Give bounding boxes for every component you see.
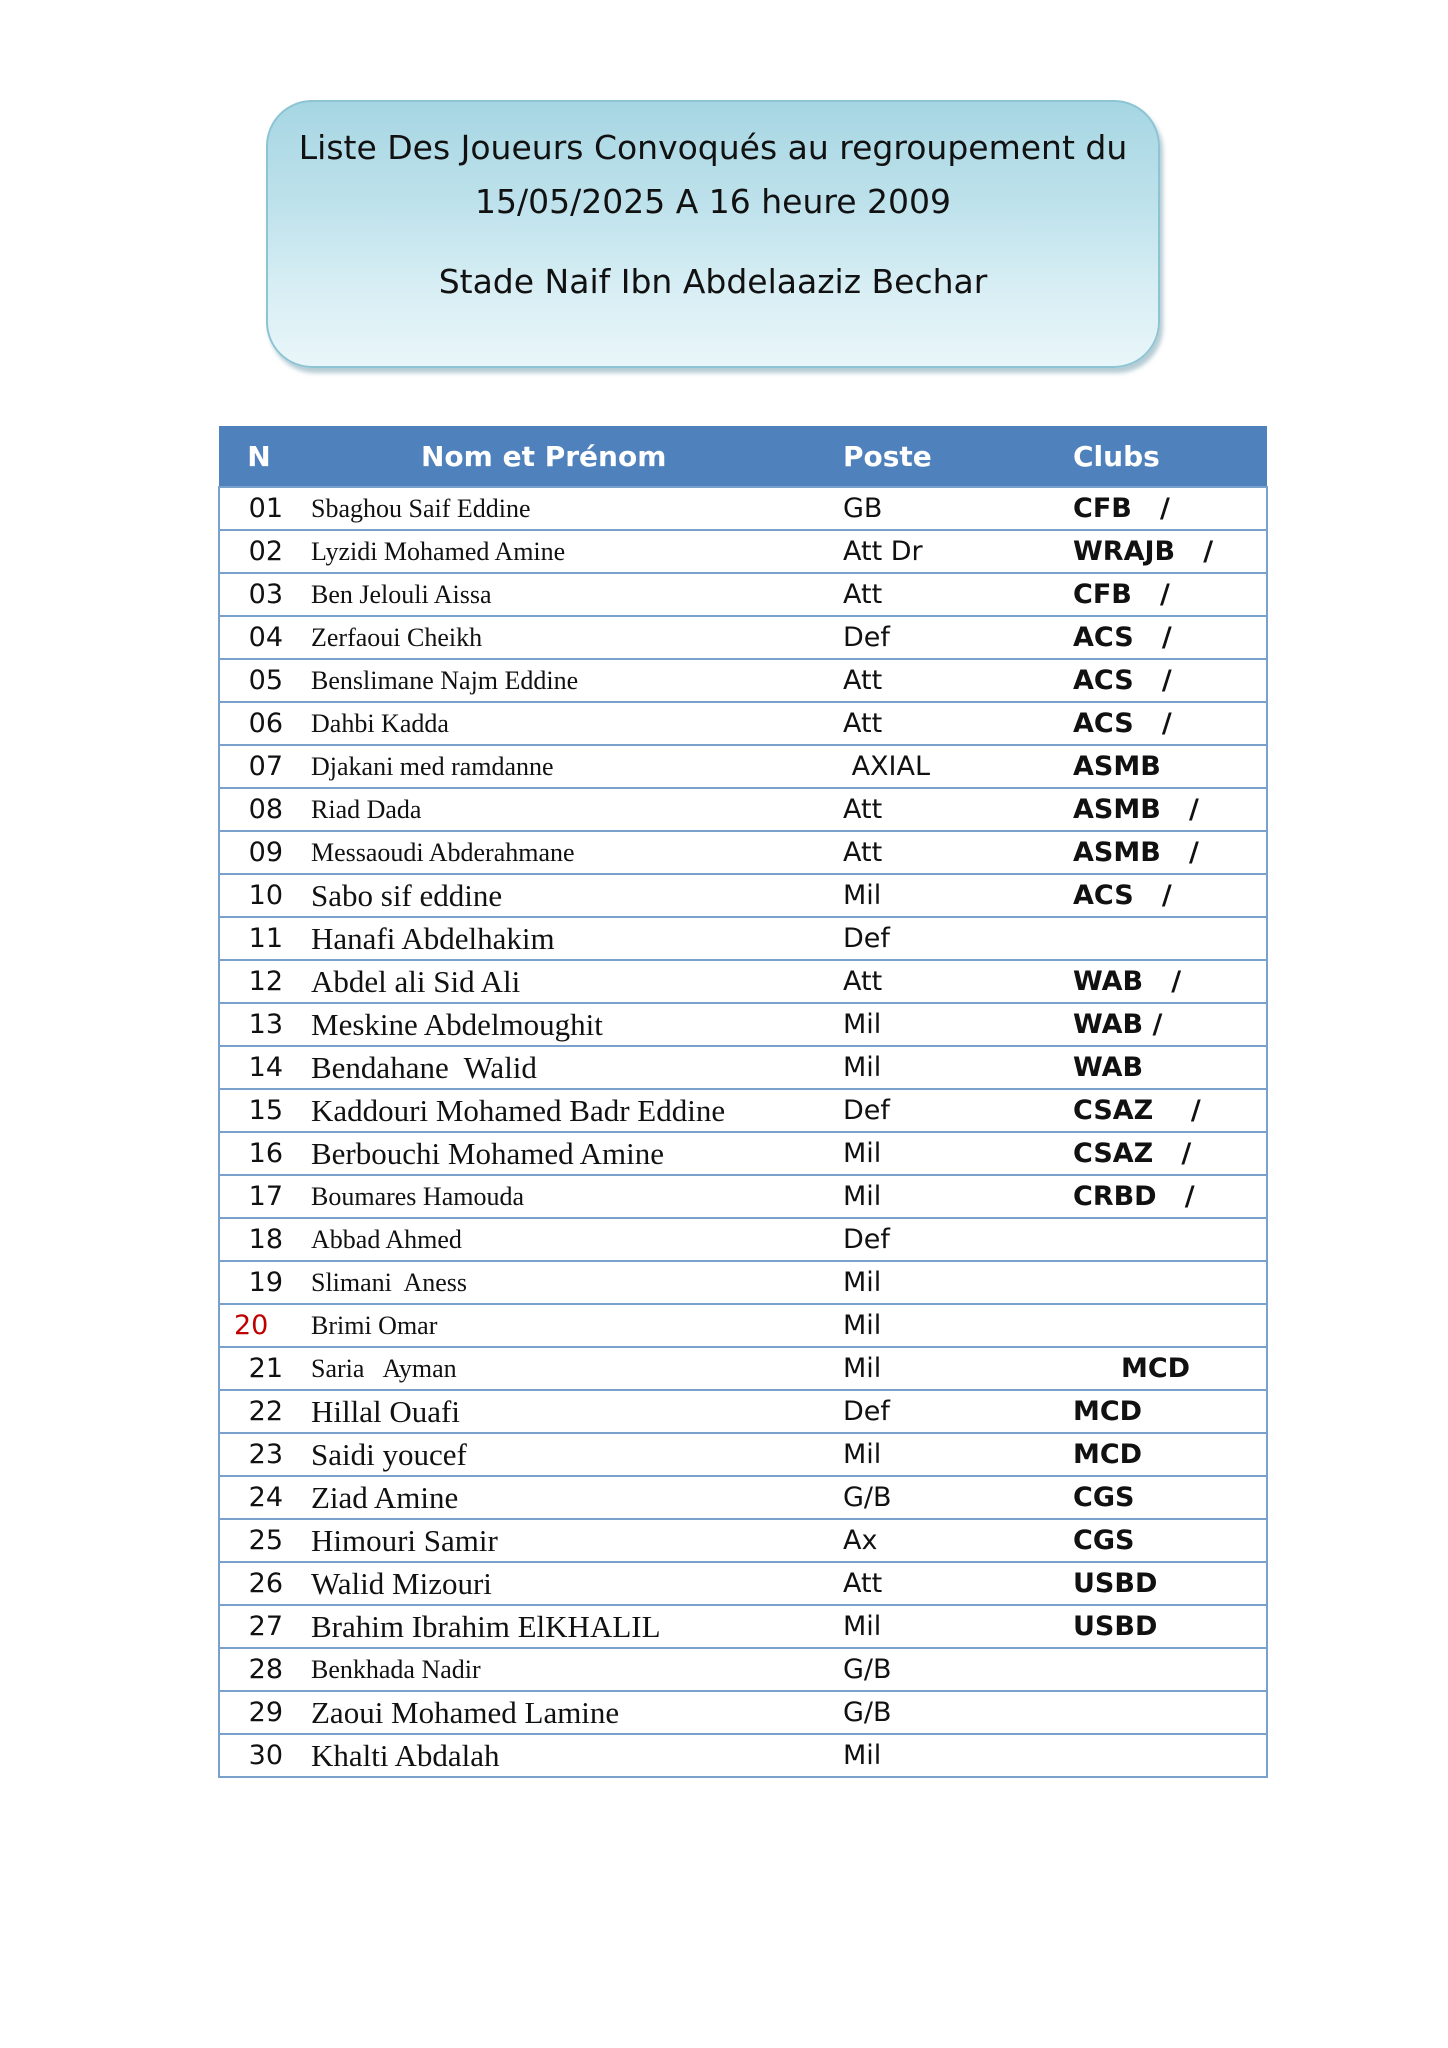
table-row [219, 702, 1267, 745]
player-club: USBD [1071, 1605, 1267, 1648]
player-name: Saria Ayman [309, 1347, 841, 1390]
player-club: MCD [1071, 1390, 1267, 1433]
player-name: Benkhada Nadir [309, 1648, 841, 1691]
player-position: Mil [841, 874, 1071, 917]
player-name: Walid Mizouri [309, 1562, 841, 1605]
row-number: 27 [219, 1605, 309, 1648]
row-number: 10 [219, 874, 309, 917]
row-number: 11 [219, 917, 309, 960]
table-row [219, 1175, 1267, 1218]
player-name: Meskine Abdelmoughit [309, 1003, 841, 1046]
player-position: Mil [841, 1433, 1071, 1476]
player-position: Mil [841, 1132, 1071, 1175]
player-position: Att [841, 831, 1071, 874]
player-position: Att [841, 573, 1071, 616]
table-row [219, 1648, 1267, 1691]
table-row [219, 788, 1267, 831]
player-name: Boumares Hamouda [309, 1175, 841, 1218]
player-name: Djakani med ramdanne [309, 745, 841, 788]
title-line-2: 15/05/2025 A 16 heure 2009 [475, 182, 951, 221]
table-row [219, 1562, 1267, 1605]
table-body [219, 487, 1267, 1777]
table-row [219, 1089, 1267, 1132]
row-number: 30 [219, 1734, 309, 1777]
player-name: Hillal Ouafi [309, 1390, 841, 1433]
player-club: ACS / [1071, 659, 1267, 702]
player-position: Ax [841, 1519, 1071, 1562]
row-number: 13 [219, 1003, 309, 1046]
player-position: Mil [841, 1734, 1071, 1777]
player-position: Def [841, 1089, 1071, 1132]
table-row [219, 917, 1267, 960]
player-club: ACS / [1071, 874, 1267, 917]
row-number: 02 [219, 530, 309, 573]
player-club: USBD [1071, 1562, 1267, 1605]
venue-line: Stade Naif Ibn Abdelaaziz Bechar [438, 262, 988, 301]
row-number: 17 [219, 1175, 309, 1218]
row-number: 28 [219, 1648, 309, 1691]
player-name: Berbouchi Mohamed Amine [309, 1132, 841, 1175]
player-club: WAB / [1071, 1003, 1267, 1046]
table-row [219, 1691, 1267, 1734]
row-number: 24 [219, 1476, 309, 1519]
player-name: Abdel ali Sid Ali [309, 960, 841, 1003]
player-name: Lyzidi Mohamed Amine [309, 530, 841, 573]
row-number: 14 [219, 1046, 309, 1089]
player-position: Att [841, 1562, 1071, 1605]
table-row [219, 745, 1267, 788]
table-row [219, 1046, 1267, 1089]
player-position: G/B [841, 1648, 1071, 1691]
header-club: Clubs [1071, 426, 1267, 487]
player-position: Att [841, 659, 1071, 702]
player-position: Mil [841, 1304, 1071, 1347]
player-name: Sabo sif eddine [309, 874, 841, 917]
table-row [219, 487, 1267, 530]
table-row [219, 831, 1267, 874]
player-position: Mil [841, 1605, 1071, 1648]
player-position: Mil [841, 1175, 1071, 1218]
player-position: AXIAL [841, 745, 1071, 788]
row-number: 15 [219, 1089, 309, 1132]
player-club: CFB / [1071, 573, 1267, 616]
table-row [219, 960, 1267, 1003]
table-row [219, 573, 1267, 616]
header-number: N [219, 426, 309, 487]
row-number: 06 [219, 702, 309, 745]
table-row [219, 1304, 1267, 1347]
row-number: 12 [219, 960, 309, 1003]
player-club [1071, 1648, 1267, 1691]
player-club: CFB / [1071, 487, 1267, 530]
player-position: Att [841, 788, 1071, 831]
player-table [218, 426, 1268, 1778]
player-position: GB [841, 487, 1071, 530]
player-position: Def [841, 917, 1071, 960]
player-club: CSAZ / [1071, 1089, 1267, 1132]
player-position: Att [841, 702, 1071, 745]
table-row [219, 1003, 1267, 1046]
player-name: Zaoui Mohamed Lamine [309, 1691, 841, 1734]
player-club [1071, 1218, 1267, 1261]
player-club [1071, 1691, 1267, 1734]
table-row [219, 1734, 1267, 1777]
table-row [219, 1519, 1267, 1562]
player-club: ASMB / [1071, 788, 1267, 831]
player-club: WRAJB / [1071, 530, 1267, 573]
row-number: 01 [219, 487, 309, 530]
table-row [219, 1218, 1267, 1261]
player-name: Saidi youcef [309, 1433, 841, 1476]
player-position: Att Dr [841, 530, 1071, 573]
row-number: 04 [219, 616, 309, 659]
player-name: Riad Dada [309, 788, 841, 831]
table-row [219, 616, 1267, 659]
header-position: Poste [841, 426, 1071, 487]
table-row [219, 1347, 1267, 1390]
table-row [219, 1605, 1267, 1648]
row-number: 19 [219, 1261, 309, 1304]
player-club: ASMB / [1071, 831, 1267, 874]
table-row [219, 1433, 1267, 1476]
row-number: 18 [219, 1218, 309, 1261]
player-position: Def [841, 616, 1071, 659]
table-row [219, 530, 1267, 573]
table-row [219, 1261, 1267, 1304]
player-club: CGS [1071, 1519, 1267, 1562]
row-number: 21 [219, 1347, 309, 1390]
row-number: 22 [219, 1390, 309, 1433]
player-position: Att [841, 960, 1071, 1003]
player-club: CRBD / [1071, 1175, 1267, 1218]
player-club: WAB / [1071, 960, 1267, 1003]
row-number: 03 [219, 573, 309, 616]
table-header-row [219, 426, 1267, 487]
row-number: 08 [219, 788, 309, 831]
player-name: Zerfaoui Cheikh [309, 616, 841, 659]
player-name: Dahbi Kadda [309, 702, 841, 745]
player-position: G/B [841, 1476, 1071, 1519]
player-name: Hanafi Abdelhakim [309, 917, 841, 960]
player-club [1071, 1261, 1267, 1304]
player-name: Brahim Ibrahim ElKHALIL [309, 1605, 841, 1648]
player-name: Khalti Abdalah [309, 1734, 841, 1777]
row-number: 25 [219, 1519, 309, 1562]
player-name: Slimani Aness [309, 1261, 841, 1304]
player-name: Bendahane Walid [309, 1046, 841, 1089]
player-position: Mil [841, 1261, 1071, 1304]
player-name: Kaddouri Mohamed Badr Eddine [309, 1089, 841, 1132]
table-row [219, 1476, 1267, 1519]
player-name: Himouri Samir [309, 1519, 841, 1562]
row-number: 23 [219, 1433, 309, 1476]
player-name: Benslimane Najm Eddine [309, 659, 841, 702]
table-row [219, 659, 1267, 702]
player-club: CSAZ / [1071, 1132, 1267, 1175]
player-name: Sbaghou Saif Eddine [309, 487, 841, 530]
player-position: G/B [841, 1691, 1071, 1734]
player-club [1071, 1734, 1267, 1777]
player-position: Mil [841, 1046, 1071, 1089]
row-number: 26 [219, 1562, 309, 1605]
table-row [219, 1132, 1267, 1175]
row-number: 20 [219, 1304, 309, 1347]
player-club: ACS / [1071, 702, 1267, 745]
row-number: 16 [219, 1132, 309, 1175]
player-club: ACS / [1071, 616, 1267, 659]
player-position: Mil [841, 1003, 1071, 1046]
title-line-1: Liste Des Joueurs Convoqués au regroupement du [298, 128, 1128, 167]
row-number: 09 [219, 831, 309, 874]
title-banner [266, 100, 1160, 368]
player-name: Ben Jelouli Aissa [309, 573, 841, 616]
table-row [219, 1390, 1267, 1433]
row-number: 29 [219, 1691, 309, 1734]
header-name: Nom et Prénom [309, 426, 841, 487]
player-name: Messaoudi Abderahmane [309, 831, 841, 874]
player-club [1071, 917, 1267, 960]
player-position: Mil [841, 1347, 1071, 1390]
player-club [1071, 1304, 1267, 1347]
row-number: 05 [219, 659, 309, 702]
player-club: MCD [1071, 1347, 1267, 1390]
player-club: MCD [1071, 1433, 1267, 1476]
player-club: CGS [1071, 1476, 1267, 1519]
player-position: Def [841, 1390, 1071, 1433]
row-number: 07 [219, 745, 309, 788]
player-club: WAB [1071, 1046, 1267, 1089]
table-row [219, 874, 1267, 917]
player-name: Ziad Amine [309, 1476, 841, 1519]
player-name: Brimi Omar [309, 1304, 841, 1347]
player-position: Def [841, 1218, 1071, 1261]
player-name: Abbad Ahmed [309, 1218, 841, 1261]
player-club: ASMB [1071, 745, 1267, 788]
